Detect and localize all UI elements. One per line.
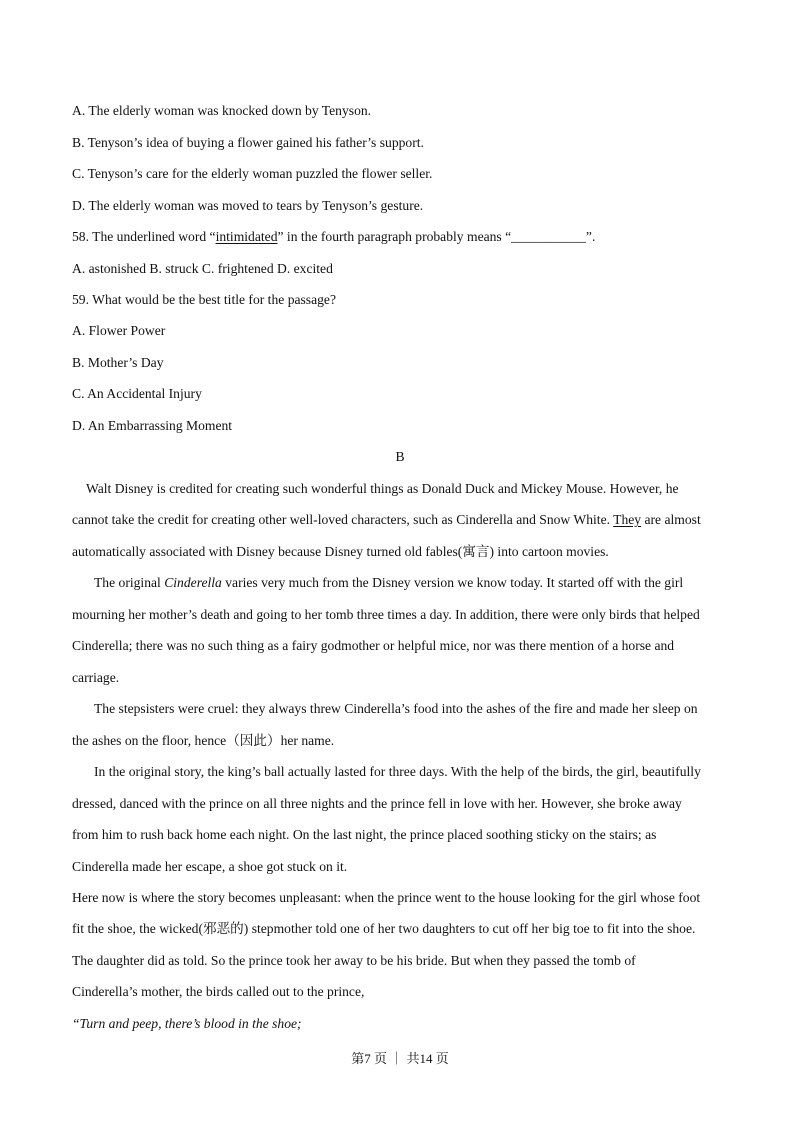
para2-line1: The original Cinderella varies very much from the Disney version we know today. It started off with the girl (94, 575, 684, 590)
option-59-b: B. Mother’s Day (72, 355, 164, 370)
italic-title: Cinderella (164, 575, 222, 590)
option-57-c: C. Tenyson’s care for the elderly woman puzzled the flower seller. (72, 166, 433, 181)
para2-line2: mourning her mother’s death and going to her tomb three times a day. In addition, there were only birds that helped (72, 607, 700, 622)
para2-line4: carriage. (72, 670, 120, 685)
page-footer: 第7 页 ｜ 共14 页 (351, 1051, 449, 1066)
para4-line2: dressed, danced with the prince on all three nights and the prince fell in love with her. However, she broke away (72, 796, 682, 811)
para3-line1: The stepsisters were cruel: they always threw Cinderella’s food into the ashes of the fire and made her sleep on (94, 701, 698, 716)
option-59-d: D. An Embarrassing Moment (72, 418, 233, 433)
question-59: 59. What would be the best title for the passage? (72, 292, 336, 307)
para5-line4: Cinderella’s mother, the birds called out to the prince, (72, 984, 365, 999)
para5-line1: Here now is where the story becomes unpleasant: when the prince went to the house looking for the girl whose foot (72, 890, 701, 905)
section-label: B (395, 449, 405, 464)
question-58: 58. The underlined word “intimidated” in the fourth paragraph probably means “___________”. (72, 229, 596, 244)
para5-line5-italic: “Turn and peep, there’s blood in the shoe; (72, 1016, 302, 1031)
option-59-c: C. An Accidental Injury (72, 386, 202, 401)
option-57-b: B. Tenyson’s idea of buying a flower gained his father’s support. (72, 135, 424, 150)
para5-line3: The daughter did as told. So the prince took her away to be his bride. But when they passed the tomb of (72, 953, 636, 968)
options-58: A. astonished B. struck C. frightened D. excited (72, 261, 333, 276)
option-57-d: D. The elderly woman was moved to tears by Tenyson’s gesture. (72, 198, 424, 213)
para4-line1: In the original story, the king’s ball actually lasted for three days. With the help of the birds, the girl, beautifully (94, 764, 701, 779)
para1-line1: Walt Disney is credited for creating such wonderful things as Donald Duck and Mickey Mouse. However, he (86, 481, 679, 496)
para3-line2: the ashes on the floor, hence（因此）her name. (72, 733, 335, 748)
option-57-a: A. The elderly woman was knocked down by Tenyson. (72, 103, 372, 118)
para1-line2: cannot take the credit for creating other well-loved characters, such as Cinderella and Snow White. They are almost (72, 512, 701, 527)
para2-line3: Cinderella; there was no such thing as a fairy godmother or helpful mice, nor was there mention of a horse and (72, 638, 675, 653)
para1-line3: automatically associated with Disney because Disney turned old fables(寓言) into cartoon movies. (72, 544, 609, 559)
option-59-a: A. Flower Power (72, 323, 166, 338)
para4-line4: Cinderella made her escape, a shoe got stuck on it. (72, 859, 348, 874)
underlined-word: intimidated (215, 229, 278, 244)
underlined-they: They (613, 512, 642, 527)
para5-line2: fit the shoe, the wicked(邪恶的) stepmother told one of her two daughters to cut off her big toe to fit into the shoe. (72, 921, 696, 936)
para4-line3: from him to rush back home each night. On the last night, the prince placed soothing sticky on the stairs; as (72, 827, 657, 842)
